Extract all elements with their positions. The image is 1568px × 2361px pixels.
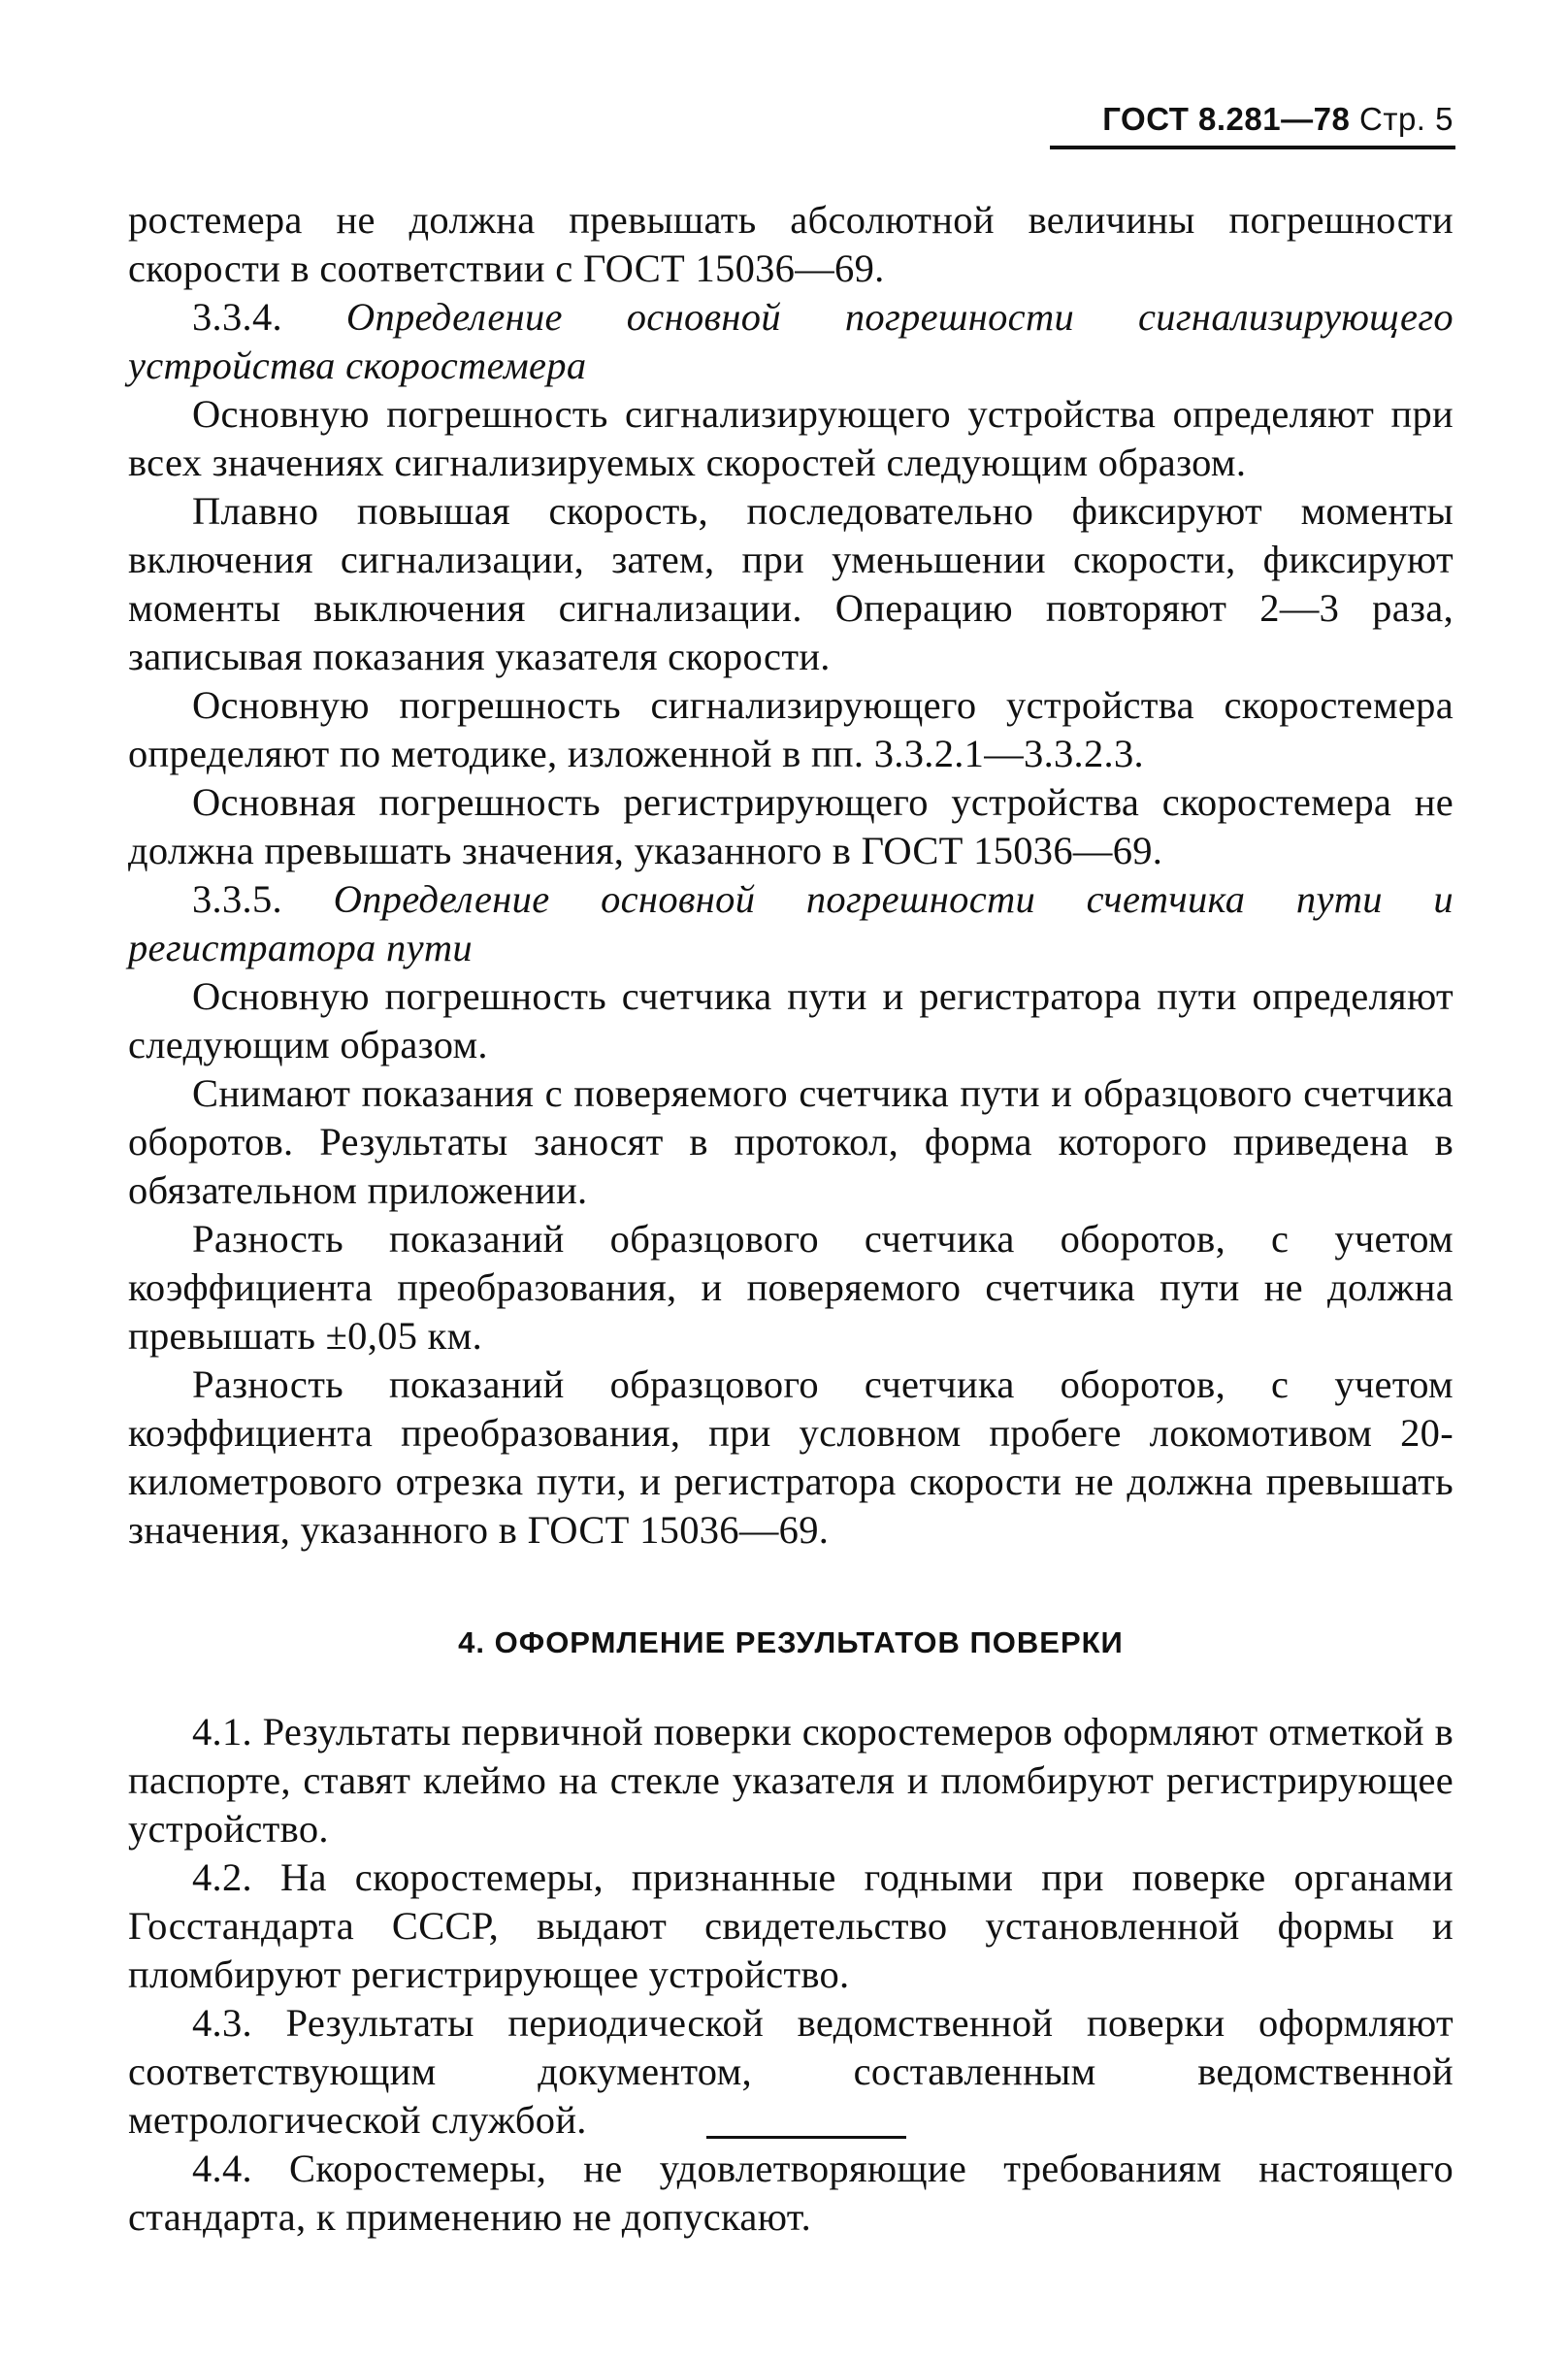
clause-4-4: 4.4. Скоростемеры, не удовлетворяющие требованиям настоящего стандарта, к применению не допускают. bbox=[128, 2147, 1454, 2239]
paragraph: Плавно повышая скорость, последовательно фиксируют моменты включения сигнализации, затем, при уменьшении скорости, фиксируют моменты выключения сигнализации. Операцию повторяют 2—3 раза, записывая показания указателя скорости. bbox=[128, 489, 1454, 678]
paragraph: Основную погрешность сигнализирующего устройства определяют при всех значениях сигнализируемых скоростей следующим образом. bbox=[128, 392, 1454, 484]
clause-title: Определение основной погрешности сигнализирующего устройства скоростемера bbox=[128, 295, 1454, 387]
clause-number: 3.3.5. bbox=[192, 877, 282, 921]
paragraph: Основная погрешность регистрирующего устройства скоростемера не должна превышать значения, указанного в ГОСТ 15036—69. bbox=[128, 780, 1454, 872]
standard-code: ГОСТ 8.281—78 bbox=[1102, 101, 1351, 137]
header-divider bbox=[1050, 146, 1455, 149]
clause-3-3-5-heading bbox=[128, 875, 1454, 972]
paragraph: Основную погрешность сигнализирующего устройства скоростемера определяют по методике, изложенной в пп. 3.3.2.1—3.3.2.3. bbox=[128, 683, 1454, 775]
end-divider bbox=[706, 2136, 906, 2139]
clause-3-3-4-heading bbox=[128, 293, 1454, 390]
paragraph: Снимают показания с поверяемого счетчика пути и образцового счетчика оборотов. Результаты заносят в протокол, форма которого приведена в обязательном приложении. bbox=[128, 1071, 1454, 1212]
clause-4-1: 4.1. Результаты первичной поверки скоростемеров оформляют отметкой в паспорте, ставят клеймо на стекле указателя и пломбируют регистрирующее устройство. bbox=[128, 1710, 1454, 1851]
paragraph: Разность показаний образцового счетчика оборотов, с учетом коэффициента преобразования, при условном пробеге локомотивом 20-километрового отрезка пути, и регистратора скорости не должна превышать значения, указанного в ГОСТ 15036—69. bbox=[128, 1362, 1454, 1552]
page-number: Стр. 5 bbox=[1359, 101, 1454, 137]
document-body bbox=[128, 196, 1454, 2242]
clause-number: 3.3.4. bbox=[192, 295, 282, 339]
clause-title: Определение основной погрешности счетчика пути и регистратора пути bbox=[128, 877, 1454, 969]
paragraph: Разность показаний образцового счетчика оборотов, с учетом коэффициента преобразования, и поверяемого счетчика пути не должна превышать ±0,05 км. bbox=[128, 1217, 1454, 1358]
section-4-title: 4. ОФОРМЛЕНИЕ РЕЗУЛЬТАТОВ ПОВЕРКИ bbox=[458, 1625, 1124, 1659]
paragraph-continuation: ростемера не должна превышать абсолютной величины погрешности скорости в соответствии с ГОСТ 15036—69. bbox=[128, 198, 1454, 290]
paragraph: Основную погрешность счетчика пути и регистратора пути определяют следующим образом. bbox=[128, 974, 1454, 1066]
page-header bbox=[1102, 101, 1454, 138]
clause-4-2: 4.2. На скоростемеры, признанные годными при поверке органами Госстандарта СССР, выдают свидетельство установленной формы и пломбируют регистрирующее устройство. bbox=[128, 1855, 1454, 1996]
clause-4-3: 4.3. Результаты периодической ведомственной поверки оформляют соответствующим документом, составленным ведомственной метрологической службой. bbox=[128, 2001, 1454, 2142]
